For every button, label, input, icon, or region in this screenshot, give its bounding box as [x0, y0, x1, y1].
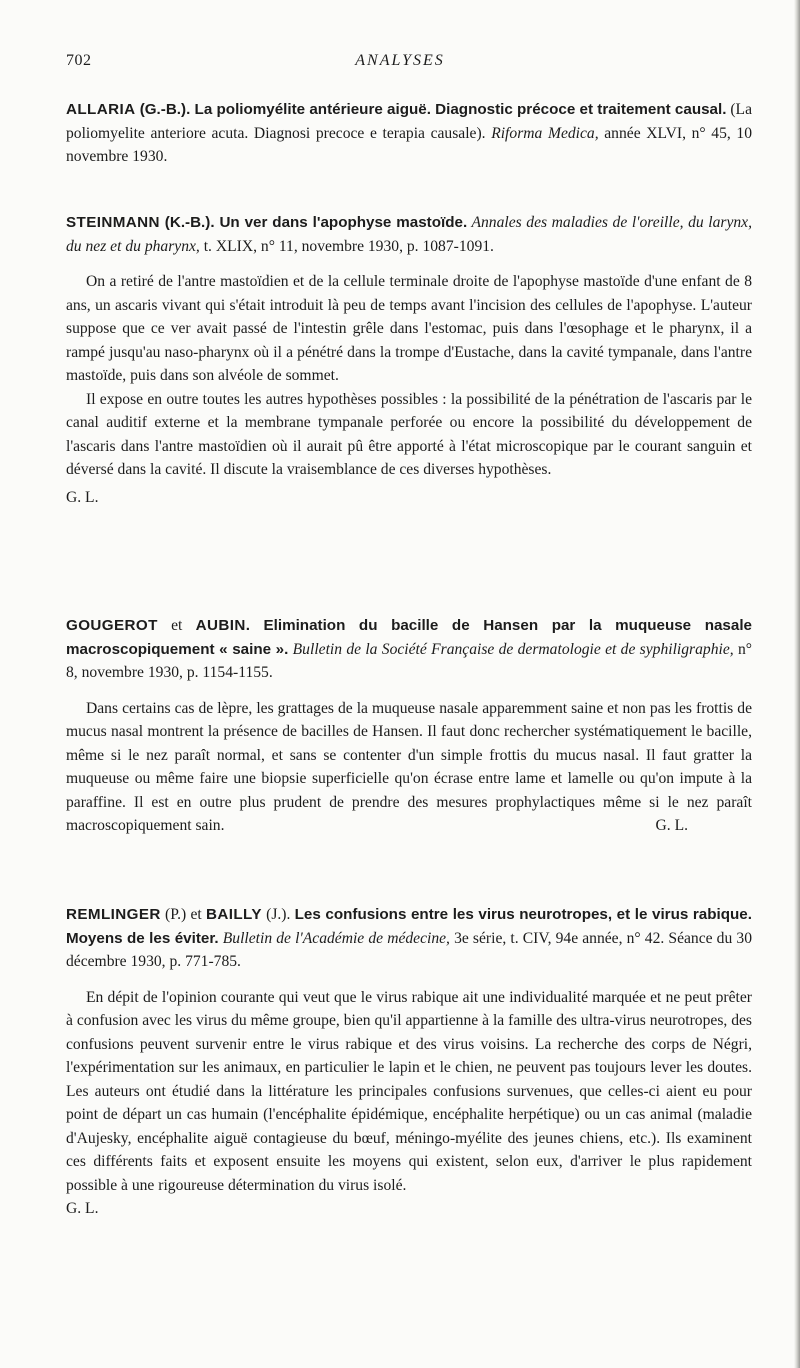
- author-name: REMLINGER: [66, 906, 161, 923]
- page-number: 702: [66, 52, 92, 69]
- running-title: ANALYSES: [355, 52, 445, 69]
- abstract-paragraph: Il expose en outre toutes les autres hypothèses possibles : la possibilité de la pénétration de l'ascaris par le canal auditif externe et la membrane tympanale perforée ou encore la possibilité du développement de l'ascaris dans l'antre mastoïdien où il aurait pû être apporté à l'état microscopique par le courant sanguin et déversé dans la cavité. Il discute la vraisemblance de ces diverses hypothèses.: [66, 390, 752, 478]
- article-title: Un ver dans l'apophyse mastoïde.: [219, 214, 468, 231]
- citation-details: t. XLIX, n° 11, novembre 1930, p. 1087-1091.: [199, 237, 494, 255]
- abstract-text: Dans certains cas de lèpre, les grattages de la muqueuse nasale apparemment saine et non pas les frottis de mucus nasal montrent la présence de bacilles de Hansen. Il faut donc rechercher systématiquement le bacille, même si le nez paraît normal, et sans se contenter d'un simple frottis du mucus nasal. Il faut gratter la muqueuse ou même faire une biopsie superficielle qu'on écrase entre lame et lamelle ou qu'on impute à la paraffine. Il est en outre plus prudent de prendre des mesures prophylactiques même si le nez paraît macroscopiquement sain.: [66, 699, 752, 834]
- second-author-name: AUBIN: [195, 617, 246, 634]
- abstract-paragraph: En dépit de l'opinion courante qui veut que le virus rabique ait une individualité marquée et ne peut prêter à confusion avec les virus du même groupe, bien qu'il appartienne à la famille des ultra-virus neurotropes, des confusions peuvent survenir entre le virus rabique et des virus voisins. La recherche des corps de Négri, l'expérimentation sur les animaux, en particulier le lapin et le chien, ne peuvent pas toujours lever les doutes. Les auteurs ont étudié dans la littérature les principales confusions survenues, que celles-ci aient eu pour point de départ un cas humain (l'encéphalite épidémique, encéphalite herpétique) ou un cas animal (maladie d'Aujesky, encéphalite aiguë contagieuse du bœuf, méningo-myélite des jeunes chiens, etc.). Ils examinent ces différents faits et exposent ensuite les moyens qui existent, selon eux, d'arriver le plus rapidement possible à une rigoureuse détermination du virus isolé.: [66, 988, 752, 1194]
- journal-name: Bulletin de l'Académie de médecine,: [218, 929, 450, 947]
- journal-name: Bulletin de la Société Française de dermatologie et de syphiligraphie,: [288, 640, 734, 658]
- abstract-paragraph: [66, 697, 752, 838]
- reviewer-signature: G. L.: [66, 488, 99, 506]
- abstract-paragraph: On a retiré de l'antre mastoïdien et de la cellule terminale droite de l'apophyse mastoïde d'une enfant de 8 ans, un ascaris vivant qui s'était introduit là peu de temps avant l'incision des cellules de l'apophyse. L'auteur suppose que ce ver avait passé de l'intestin grêle dans l'estomac, puis dans l'œsophage et le pharynx, il a rampé jusqu'au naso-pharynx où il a pénétré dans la trompe d'Eustache, dans la cavité tympanale, dans l'antre mastoïde, puis dans son alvéole de sommet.: [66, 273, 752, 384]
- author-name: ALLARIA: [66, 101, 136, 118]
- citation-details: n° 8, novembre 1930, p. 1154-1155.: [66, 640, 752, 681]
- abstract-steinmann: [66, 211, 752, 509]
- article-title: Les confusions entre les virus neurotropes, et le virus rabique. Moyens de les éviter.: [66, 906, 752, 947]
- entry-heading: [66, 903, 752, 974]
- article-title: . Elimination du bacille de Hansen par la muqueuse nasale macroscopiquement « saine ».: [66, 617, 752, 658]
- citation-details: 3e série, t. CIV, 94e année, n° 42. Séance du 30 décembre 1930, p. 771-785.: [66, 929, 752, 970]
- author-name: STEINMANN: [66, 214, 160, 231]
- author-connector: et: [157, 617, 196, 634]
- page-edge-shadow: [794, 0, 800, 1368]
- reviewer-signature: G. L.: [655, 817, 688, 834]
- author-initials: (K.-B.).: [159, 214, 220, 231]
- journal-name: Annales des maladies de l'oreille, du larynx, du nez et du pharynx,: [66, 214, 752, 255]
- entry-heading: [66, 98, 752, 169]
- journal-name: Riforma Medica,: [491, 124, 599, 142]
- abstract-allaria: [66, 98, 752, 169]
- entry-heading: [66, 614, 752, 685]
- second-author-initials: (J.).: [261, 906, 295, 923]
- article-title: La poliomyélite antérieure aiguë. Diagnostic précoce et traitement causal.: [194, 101, 727, 118]
- author-connector: (P.) et: [160, 906, 206, 923]
- second-author-name: BAILLY: [206, 906, 262, 923]
- author-name: GOUGEROT: [66, 617, 158, 634]
- citation-details: année XLVI, n° 45, 10 novembre 1930.: [66, 124, 752, 165]
- abstract-gougerot-aubin: [66, 614, 752, 838]
- reviewer-signature: G. L.: [66, 1200, 99, 1217]
- abstract-remlinger-bailly: [66, 903, 752, 1221]
- original-title: (La poliomyelite anteriore acuta. Diagnosi precoce e terapia causale).: [66, 101, 752, 142]
- author-initials: (G.-B.).: [135, 101, 195, 118]
- entry-heading: [66, 211, 752, 258]
